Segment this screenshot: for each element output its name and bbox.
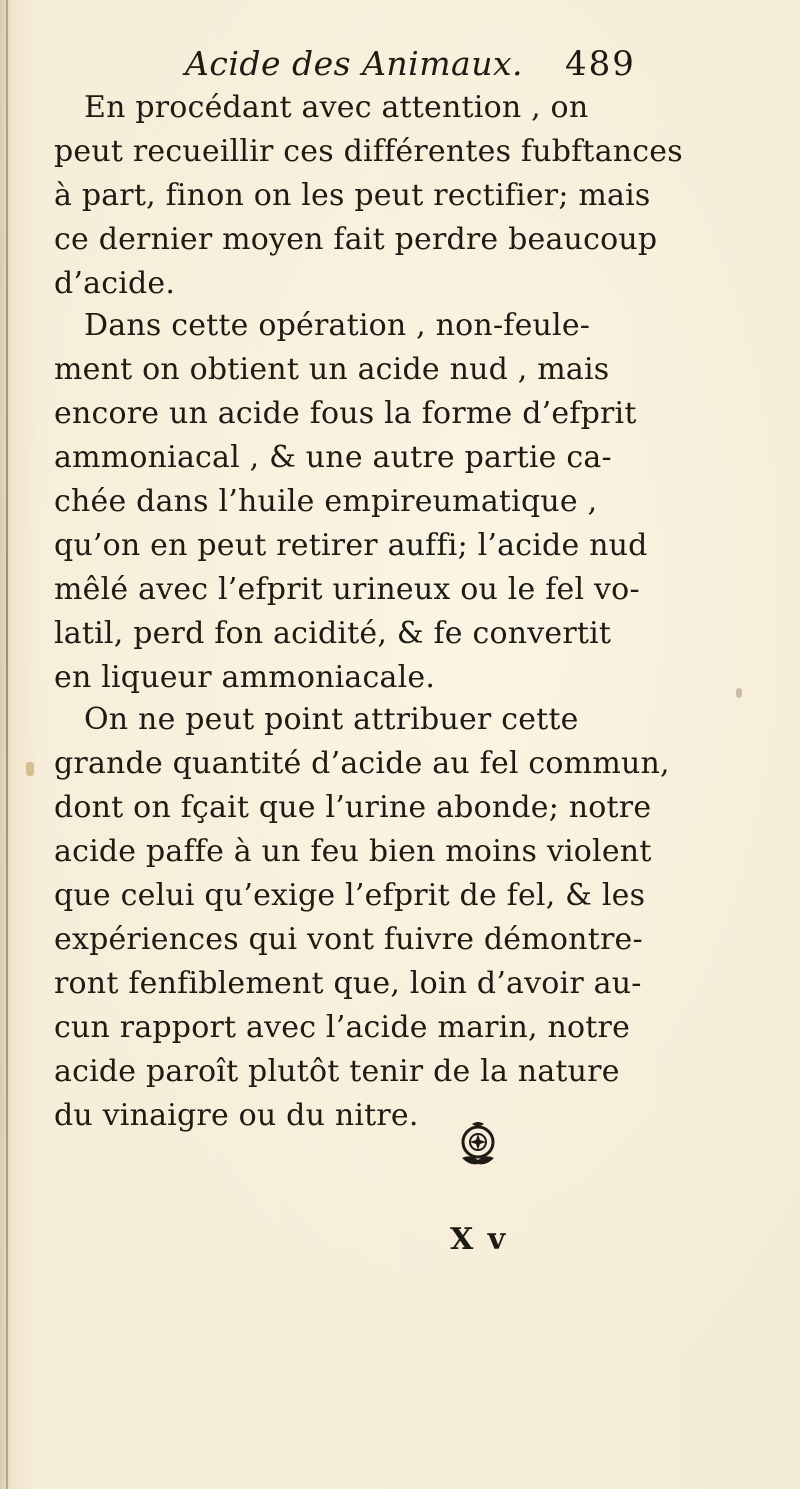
text-line: ment on obtient un acide nud , mais — [54, 352, 610, 387]
text-line: expériences qui vont fuivre démontre- — [54, 922, 643, 957]
text-line: acide paroît plutôt tenir de la nature — [54, 1054, 620, 1089]
text-line: ront fenfiblement que, loin d’avoir au- — [54, 966, 642, 1001]
text-line: Dans cette opération , non-feule- — [84, 308, 591, 343]
signature-mark: X v — [450, 1222, 508, 1257]
text-line: acide paffe à un feu bien moins violent — [54, 834, 652, 869]
page-gutter — [6, 0, 8, 1489]
text-line: peut recueillir ces différentes fubftances — [54, 134, 683, 169]
paper-speck — [736, 688, 742, 698]
text-line: d’acide. — [54, 266, 176, 301]
text-line: On ne peut point attribuer cette — [84, 702, 579, 737]
text-line: ce dernier moyen fait perdre beaucoup — [54, 222, 658, 257]
text-line: à part, finon on les peut rectifier; mais — [54, 178, 651, 213]
text-line: dont on fçait que l’urine abonde; notre — [54, 790, 652, 825]
text-line: en liqueur ammoniacale. — [54, 660, 436, 695]
running-title: Acide des Animaux. — [185, 44, 524, 83]
text-line: mêlé avec l’efprit urineux ou le fel vo- — [54, 572, 640, 607]
text-line: cun rapport avec l’acide marin, notre — [54, 1010, 631, 1045]
text-line: latil, perd fon acidité, & fe convertit — [54, 616, 612, 651]
text-line: du vinaigre ou du nitre. — [54, 1098, 419, 1133]
running-head — [185, 44, 645, 88]
text-line: ammoniacal , & une autre partie ca- — [54, 440, 612, 475]
text-line: qu’on en peut retirer auffi; l’acide nud — [54, 528, 648, 563]
text-line: encore un acide fous la forme d’efprit — [54, 396, 637, 431]
text-line: En procédant avec attention , on — [84, 90, 589, 125]
fleuron-ornament-icon — [456, 1118, 500, 1170]
paper-speck — [26, 762, 34, 776]
text-line: chée dans l’huile empireumatique , — [54, 484, 598, 519]
page-number: 489 — [565, 44, 636, 84]
text-line: grande quantité d’acide au fel commun, — [54, 746, 670, 781]
text-line: que celui qu’exige l’efprit de fel, & les — [54, 878, 646, 913]
